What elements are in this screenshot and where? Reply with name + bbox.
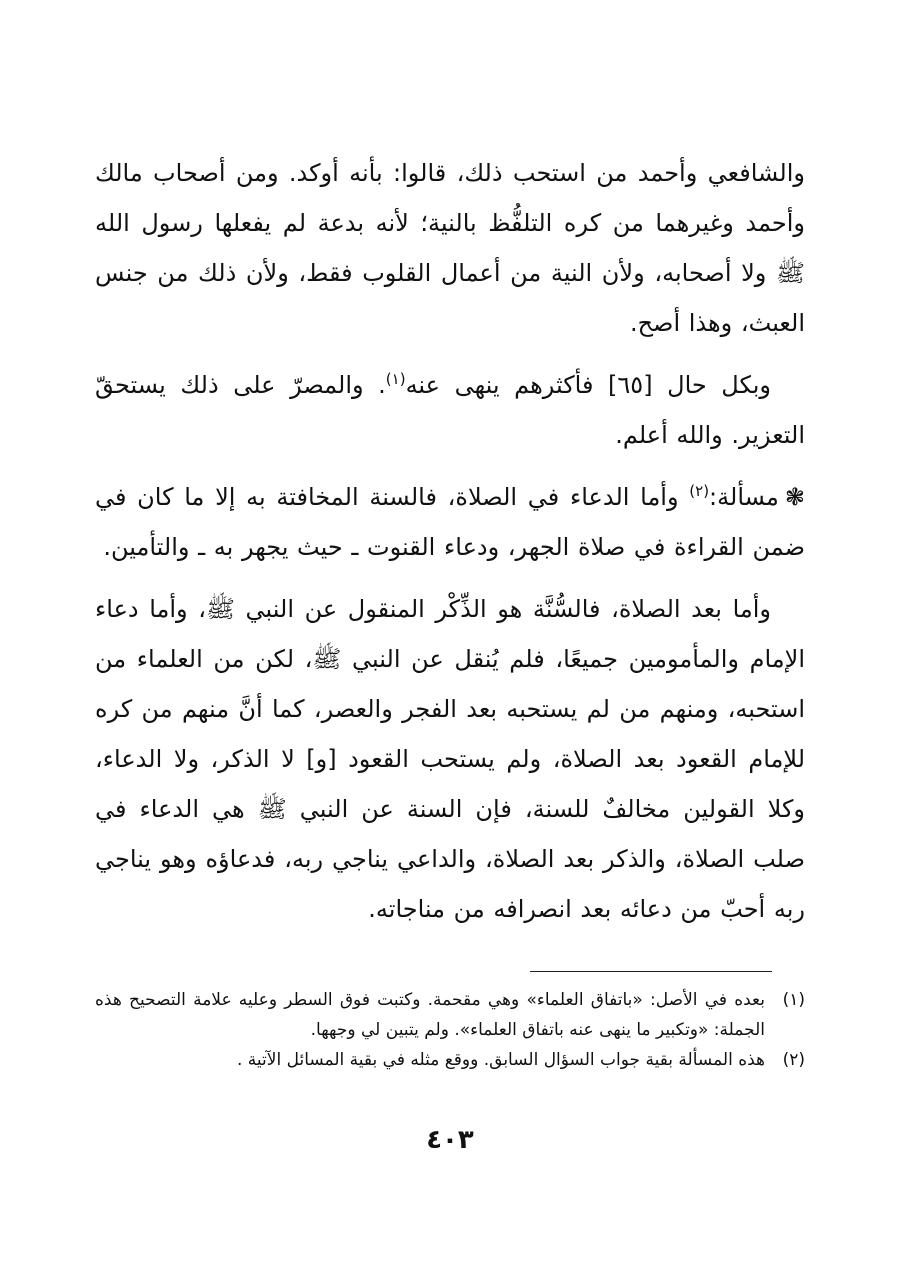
footnote-number: (٢): [782, 1050, 805, 1070]
page-number: ٤٠٣: [426, 1125, 474, 1155]
footnote-text: بعده في الأصل: «باتفاق العلماء» وهي مقحمة. وكتبت فوق السطر وعليه علامة التصحيح هذه الجملة: «وتكبير ما ينهى عنه باتفاق العلماء». ولم يتبين لي وجهها.: [95, 990, 765, 1040]
paragraph-ruling-text-end: . والمصرّ على ذلك يستحقّ التعزير. والله أعلم.: [95, 371, 805, 449]
footnote-number: (١): [782, 990, 805, 1010]
main-text: [95, 148, 805, 946]
footnote-separator: [530, 971, 772, 972]
paragraph-ruling-text-start: وبكل حال [٦٥] فأكثرهم ينهى عنه: [405, 371, 771, 399]
footnote-ref-1: (١): [385, 370, 406, 388]
issue-text: وأما الدعاء في الصلاة، فالسنة المخافتة به إلا ما كان في ضمن القراءة في صلاة الجهر، ودعاء القنوت ـ حيث يجهر به ـ والتأمين.: [95, 483, 805, 561]
issue-label: مسألة:: [709, 483, 779, 511]
footnote-1: [95, 985, 805, 1045]
paragraph-ruling: [95, 360, 805, 460]
footnote-ref-2: (٢): [689, 482, 710, 500]
footnote-2: [95, 1045, 805, 1075]
star-ornament-icon: ❃: [784, 483, 805, 511]
paragraph-issue: [95, 472, 805, 572]
paragraph-intention: والشافعي وأحمد من استحب ذلك، قالوا: بأنه أوكد. ومن أصحاب مالك وأحمد وغيرهما من كره التلفُّظ بالنية؛ لأنه بدعة لم يفعلها رسول الله ﷺ ولا أصحابه، ولأن النية من أعمال القلوب فقط، ولأن ذلك من جنس العبث، وهذا أصح.: [95, 159, 805, 337]
footnotes: [95, 985, 805, 1075]
paragraph-after-prayer: وأما بعد الصلاة، فالسُّنَّة هو الذِّكْر المنقول عن النبي ﷺ، وأما دعاء الإمام والمأمومين جميعًا، فلم يُنقل عن النبي ﷺ، لكن من العلماء من استحبه، ومنهم من لم يستحبه بعد الفجر والعصر، كما أنَّ منهم من كره للإمام القعود بعد الصلاة، ولم يستحب القعود [و] لا الذكر، ولا الدعاء، وكلا القولين مخالفٌ للسنة، فإن السنة عن النبي ﷺ هي الدعاء في صلب الصلاة، والذكر بعد الصلاة، والداعي يناجي ربه، فدعاؤه وهو يناجي ربه أحبّ من دعائه بعد انصرافه من مناجاته.: [95, 595, 805, 923]
footnote-text: هذه المسألة بقية جواب السؤال السابق. ووقع مثله في بقية المسائل الآتية .: [236, 1050, 765, 1070]
